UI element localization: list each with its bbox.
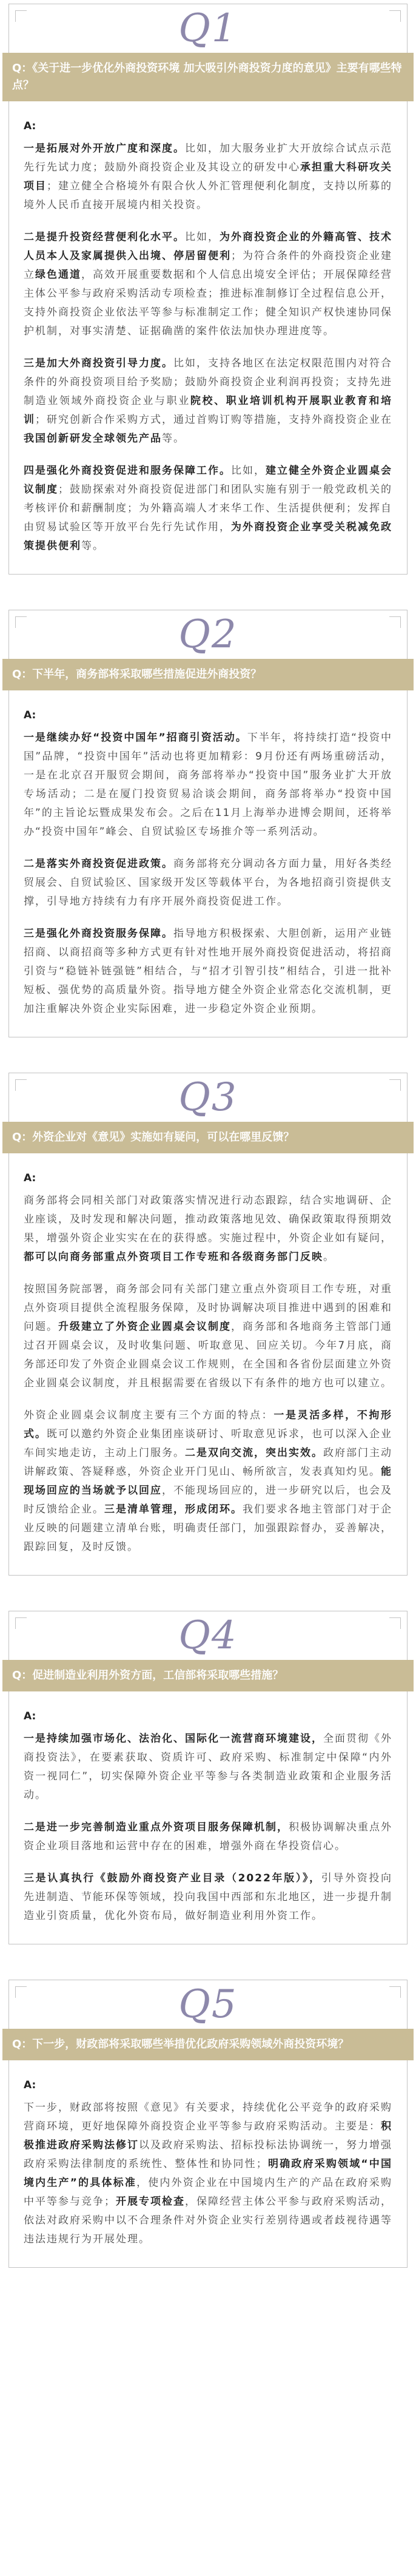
answer-box: [8, 1691, 408, 1944]
answer-bold-text: 承担重大科研攻关项目: [24, 161, 392, 192]
answer-text: 积极协调解决重点外资企业项目落地和运营中存在的困难，增强外商在华投资信心。: [24, 1821, 392, 1852]
answer-text: ；鼓励探索对外商投资促进部门和团队实施有别于一般党政机关的考核评价和薪酬制度；为外籍高端人才来华工作、生活提供便利；发挥自由贸易试验区等开放平台先行先试作用，: [24, 484, 392, 533]
answer-text: 政府部门主动讲解政策、答疑释惑，外资企业开门见山、畅所欲言，发表真知灼见。: [24, 1447, 392, 1478]
answer-bold-text: 二是落实外商投资促进政策。: [24, 858, 173, 870]
answer-bold-text: 积极推进政府采购法修订: [24, 2120, 392, 2151]
answer-text: ，保障经营主体公平参与政府采购活动，依法对政府采购中以不合理条件对外资企业实行差别待遇或者歧视待遇等违法违规行为开展处理。: [24, 2196, 392, 2245]
answer-bold-text: 建立健全外资企业圆桌会议制度: [24, 465, 392, 496]
answer-bold-text: 开展专项检查: [116, 2196, 185, 2208]
answer-text: 等。: [162, 433, 185, 445]
answer-paragraph: [24, 1192, 392, 1267]
answer-paragraph: [24, 1280, 392, 1393]
answer-bold-text: 我国创新研发全球领先产品: [24, 433, 162, 445]
answer-text: ，不能现场回应的，进一步研究以后，也会及时反馈给企业。: [24, 1485, 392, 1516]
answer-bold-text: 二是进一步完善制造业重点外资项目服务保障机制，: [24, 1821, 289, 1833]
answer-text: 比如，加大服务业扩大开放综合试点示范先行先试力度；鼓励外商投资企业及其设立的研发中心: [24, 143, 392, 174]
q-number: Q4: [178, 1613, 238, 1658]
answer-text: 商务部将充分调动各方面力量，用好各类经贸展会、自贸试验区、国家级开发区等载体平台，为各地招商引资提供支撑，引导地方持续有力有序开展外商投资促进工作。: [24, 858, 392, 908]
answer-box: [8, 690, 408, 1037]
answer-label: A:: [24, 1710, 36, 1722]
answer-text: 商务部将会同相关部门对政策落实情况进行动态跟踪，结合实地调研、企业座谈，及时发现和解决问题，推动政策落地见效、确保政策取得预期效果，增强外资企业实实在在的获得感。实施过程中，外资企业如有疑问，: [24, 1195, 392, 1244]
answer-label: A:: [24, 709, 36, 721]
answer-text: ；建立健全合格境外有限合伙人外汇管理便利化制度，支持以所募的境外人民币直接开展境内相关投资。: [24, 180, 392, 211]
answer-bold-text: 三是认真执行《鼓励外商投资产业目录（2022年版）》，: [24, 1872, 321, 1884]
answer-bold-text: 三是强化外商投资服务保障。: [24, 928, 173, 940]
answer-paragraph: [24, 729, 392, 841]
answer-bold-text: 明确政府采购领域“中国境内生产”的具体标准: [24, 2158, 392, 2189]
answer-text: 全面贯彻《外商投资法》，在要素获取、资质许可、政府采购、标准制定中保障“内外资一视同仁”，切实保障外资企业平等参与各类制造业政策和企业服务活动。: [24, 1733, 392, 1801]
answer-paragraph: [24, 228, 392, 341]
answer-bold-text: 为外商投资企业享受关税减免政策提供便利: [24, 521, 392, 552]
question-bar: Q：下半年，商务部将采取哪些措施促进外商投资？: [2, 659, 414, 690]
section-q1: [0, 4, 416, 575]
answer-paragraph: [24, 462, 392, 556]
question-bar: Q：外资企业对《意见》实施如有疑问，可以在哪里反馈？: [2, 1122, 414, 1153]
answer-box: [8, 101, 408, 575]
answer-text: 下半年，将持续打造“投资中国”品牌，“投资中国年”活动也将更加精彩：9月份还有两场重磅活动，一是在北京召开服贸会期间，商务部将举办“投资中国”服务业扩大开放专场活动；二是在厦门投资贸易洽谈会期间，商务部将举办“投资中国年”的主旨论坛暨成果发布会。之后在11月上海举办进博会期间，还将举办“投资中国年”峰会、自贸试验区专场推介等一系列活动。: [24, 732, 392, 838]
answer-paragraph: [24, 2099, 392, 2249]
answer-bold-text: 四是强化外商投资促进和服务保障工作。: [24, 465, 231, 477]
answer-text: 等。: [81, 540, 104, 552]
answer-paragraph: [24, 354, 392, 448]
answer-box: [8, 2060, 408, 2268]
answer-bold-text: 升级建立了外资企业圆桌会议制度: [58, 1321, 231, 1333]
answer-text: 比如，支持各地区在法定权限范围内对符合条件的外商投资项目给予奖励；鼓励外商投资企业利润再投资；支持先进制造业领域外商投资企业与职业: [24, 357, 392, 407]
answer-bold-text: 二是双向交流，突出实效。: [185, 1447, 323, 1459]
q-number-heading: [8, 1073, 408, 1122]
answer-text: 引导外资投向先进制造、节能环保等领域，投向我国中西部和东北地区，进一步提升制造业引资质量，优化外资布局，做好制造业利用外资工作。: [24, 1872, 393, 1922]
answer-text: ；为符合条件的外商投资企业建立: [24, 250, 392, 281]
answer-bold-text: 一是拓展对外开放广度和深度。: [24, 143, 185, 155]
q-number: Q1: [178, 6, 238, 51]
answer-text: 以及政府采购法、招标投标法协调统一，努力增强政府采购法律制度的系统性、整体性和协同性；: [24, 2139, 392, 2170]
section-q3: [0, 1073, 416, 1576]
q-number-heading: [8, 1980, 408, 2029]
answer-text: 比如，: [185, 231, 220, 243]
section-q4: [0, 1611, 416, 1944]
answer-text: 按照国务院部署，商务部会同有关部门建立重点外资项目工作专班，对重点外资项目提供全流程服务保障，及时协调解决项目推进中遇到的困难和问题。: [24, 1283, 392, 1333]
answer-bold-text: 绿色通道: [35, 269, 81, 281]
answer-text: 外资企业圆桌会议制度主要有三个方面的特点：: [24, 1409, 274, 1421]
answer-paragraph: [24, 855, 392, 911]
answer-text: ，使内外资企业在中国境内生产的产品在政府采购中平等参与竞争；: [24, 2177, 392, 2208]
q-number: Q3: [178, 1075, 238, 1120]
answer-label: A:: [24, 120, 36, 132]
answer-label: A:: [24, 1172, 36, 1184]
answer-text: 我们要求各地主管部门对于企业反映的问题建立清单台账，明确责任部门，加强跟踪督办，妥善解决，跟踪回复，及时反馈。: [24, 1503, 392, 1553]
question-bar: Q：促进制造业利用外资方面，工信部将采取哪些措施？: [2, 1660, 414, 1691]
answer-bold-text: 一是持续加强市场化、法治化、国际化一流营商环境建设，: [24, 1733, 323, 1745]
answer-label: A:: [24, 2079, 36, 2091]
answer-bold-text: 三是清单管理，形成闭环。: [104, 1503, 243, 1516]
answer-paragraph: [24, 140, 392, 215]
answer-text: 下一步，财政部将按照《意见》有关要求，持续优化公平竞争的政府采购营商环境，更好地保障外商投资企业平等参与政府采购活动。主要是：: [24, 2102, 392, 2133]
answer-text: ，商务部和各地商务主管部门通过召开圆桌会议，及时收集问题、听取意见、回应关切。今年7月底，商务部还印发了外资企业圆桌会议工作规则，在全国和各省份层面建立外资企业圆桌会议制度，并且根据需要在省级以下有条件的地方也可以建立。: [24, 1321, 392, 1389]
answer-text: ，高效开展重要数据和个人信息出境安全评估；开展保障经营主体公平参与政府采购活动专项检查；推进标准制修订全过程信息公开，支持外商投资企业依法平等参与标准制定工作；健全知识产权快速协同保护机制，对事实清楚、证据确凿的案件依法加快办理进度等。: [24, 269, 392, 337]
answer-paragraph: [24, 1406, 392, 1557]
answer-text: 指导地方积极探索、大胆创新，运用产业链招商、以商招商等多种方式更有针对性地开展外商投资促进活动，将招商引资与“稳链补链强链”相结合，与“招才引智引技”相结合，引进一批补短板、强优势的高质量外资。指导地方健全外资企业常态化交流机制，更加注重解决外资企业实际困难，进一步稳定外资企业预期。: [24, 928, 392, 1015]
answer-bold-text: 能现场回应的当场就予以回应: [24, 1466, 392, 1497]
answer-paragraph: [24, 1730, 392, 1805]
answer-bold-text: 为外商投资企业的外籍高管、技术人员本人及家属提供入出境、停居留便利: [24, 231, 392, 262]
q-number-heading: [8, 1611, 408, 1660]
answer-bold-text: 都可以向商务部重点外资项目工作专班和各级商务部门反映: [24, 1251, 323, 1263]
answer-text: 既可以邀约外资企业集团座谈研讨、听取意见诉求，也可以深入企业车间实地走访，主动上门服务。: [24, 1428, 392, 1459]
q-number-heading: [8, 4, 408, 53]
answer-paragraph: [24, 1818, 392, 1856]
answer-paragraph: [24, 1869, 392, 1926]
answer-bold-text: 三是加大外商投资引导力度。: [24, 357, 173, 369]
answer-text: 比如，: [231, 465, 266, 477]
answer-bold-text: 一是继续办好“投资中国年”招商引资活动。: [24, 732, 247, 744]
section-q5: [0, 1980, 416, 2268]
answer-paragraph: [24, 925, 392, 1019]
q-number: Q2: [178, 612, 238, 657]
answer-box: [8, 1153, 408, 1576]
answer-bold-text: 院校、职业培训机构开展职业教育和培训: [24, 395, 393, 426]
answer-text: ；研究创新合作采购方式，通过首购订购等措施，支持外商投资企业在: [35, 414, 392, 426]
section-q2: [0, 610, 416, 1037]
answer-bold-text: 一是灵活多样，不拘形式。: [24, 1409, 393, 1440]
question-bar: Q：《关于进一步优化外商投资环境 加大吸引外商投资力度的意见》主要有哪些特点？: [2, 53, 414, 101]
q-number-heading: [8, 610, 408, 659]
q-number: Q5: [178, 1982, 238, 2027]
question-bar: Q：下一步，财政部将采取哪些举措优化政府采购领域外商投资环境？: [2, 2029, 414, 2060]
answer-bold-text: 二是提升投资经营便利化水平。: [24, 231, 185, 243]
answer-text: 。: [323, 1251, 335, 1263]
